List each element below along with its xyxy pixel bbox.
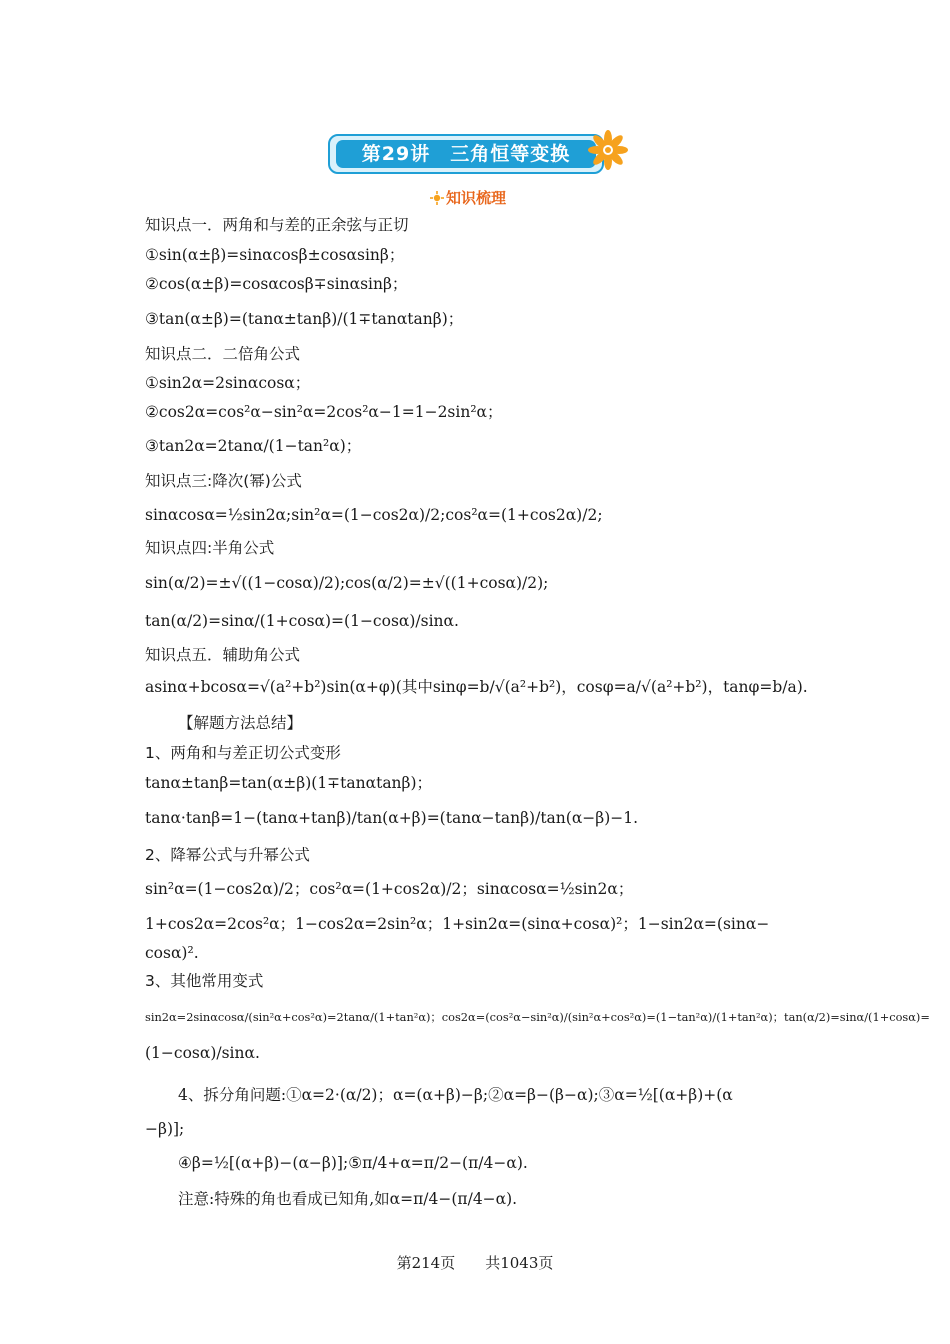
formula-line: tanα·tanβ=1−(tanα+tanβ)/tan(α+β)=(tanα−tanβ)/tan(α−β)−1. xyxy=(145,809,639,827)
method-3-heading: 3、其他常用变式 xyxy=(145,972,264,990)
formula-line: cosα)². xyxy=(145,944,199,962)
formula-line: ③tan(α±β)=(tanα±tanβ)/(1∓tanαtanβ)； xyxy=(145,310,464,328)
formula-line: tanα±tanβ=tan(α±β)(1∓tanαtanβ)； xyxy=(145,774,433,792)
formula-line: ④β=½[(α+β)−(α−β)];⑤π/4+α=π/2−(π/4−α). xyxy=(178,1154,528,1172)
lecture-title: 第29讲 三角恒等变换 xyxy=(336,140,596,168)
formula-line: 4、拆分角问题:①α=2·(α/2)；α=(α+β)−β;②α=β−(β−α);③α=½[(α+β)+(α xyxy=(178,1086,733,1104)
method-summary-heading: 【解题方法总结】 xyxy=(178,714,303,732)
formula-line: sin2α=2sinαcosα/(sin²α+cos²α)=2tanα/(1+tan²α)；cos2α=(cos²α−sin²α)/(sin²α+cos²α)=(1−tan²α)/(1+tan²α)；tan(α/2)=sinα/(1+cosα)= xyxy=(145,1010,930,1024)
knowledge-point-5-heading: 知识点五．辅助角公式 xyxy=(145,646,301,664)
knowledge-point-4-heading: 知识点四:半角公式 xyxy=(145,539,275,557)
flower-icon xyxy=(588,130,628,170)
formula-line: ①sin2α=2sinαcosα； xyxy=(145,374,311,392)
method-2-heading: 2、降幂公式与升幂公式 xyxy=(145,846,310,864)
section-label: 知识梳理 xyxy=(446,189,507,207)
formula-line: (1−cosα)/sinα. xyxy=(145,1044,260,1062)
formula-line: sin²α=(1−cos2α)/2；cos²α=(1+cos2α)/2；sinαcosα=½sin2α； xyxy=(145,880,634,898)
formula-line: ①sin(α±β)=sinαcosβ±cosαsinβ； xyxy=(145,246,405,264)
lecture-title-banner xyxy=(328,134,604,174)
formula-line: 1+cos2α=2cos²α；1−cos2α=2sin²α；1+sin2α=(sinα+cosα)²；1−sin2α=(sinα− xyxy=(145,915,770,933)
knowledge-point-3-heading: 知识点三:降次(幂)公式 xyxy=(145,472,302,490)
formula-line: −β)]; xyxy=(145,1120,185,1138)
formula-line: ②cos(α±β)=cosαcosβ∓sinαsinβ； xyxy=(145,275,408,293)
sun-icon xyxy=(430,191,444,205)
formula-line: sinαcosα=½sin2α;sin²α=(1−cos2α)/2;cos²α=(1+cos2α)/2; xyxy=(145,506,603,524)
formula-line: ②cos2α=cos²α−sin²α=2cos²α−1=1−2sin²α； xyxy=(145,403,503,421)
formula-line: sin(α/2)=±√((1−cosα)/2);cos(α/2)=±√((1+cosα)/2); xyxy=(145,574,549,592)
method-1-heading: 1、两角和与差正切公式变形 xyxy=(145,744,341,762)
knowledge-point-1-heading: 知识点一．两角和与差的正余弦与正切 xyxy=(145,216,409,234)
formula-line: asinα+bcosα=√(a²+b²)sin(α+φ)(其中sinφ=b/√(a²+b²)，cosφ=a/√(a²+b²)，tanφ=b/a). xyxy=(145,678,808,696)
note-line: 注意:特殊的角也看成已知角,如α=π/4−(π/4−α). xyxy=(178,1190,518,1208)
knowledge-point-2-heading: 知识点二．二倍角公式 xyxy=(145,345,301,363)
section-heading xyxy=(430,187,506,209)
formula-line: ③tan2α=2tanα/(1−tan²α)； xyxy=(145,437,362,455)
formula-line: tan(α/2)=sinα/(1+cosα)=(1−cosα)/sinα. xyxy=(145,612,459,630)
page-footer: 第214页 共1043页 xyxy=(396,1254,554,1272)
